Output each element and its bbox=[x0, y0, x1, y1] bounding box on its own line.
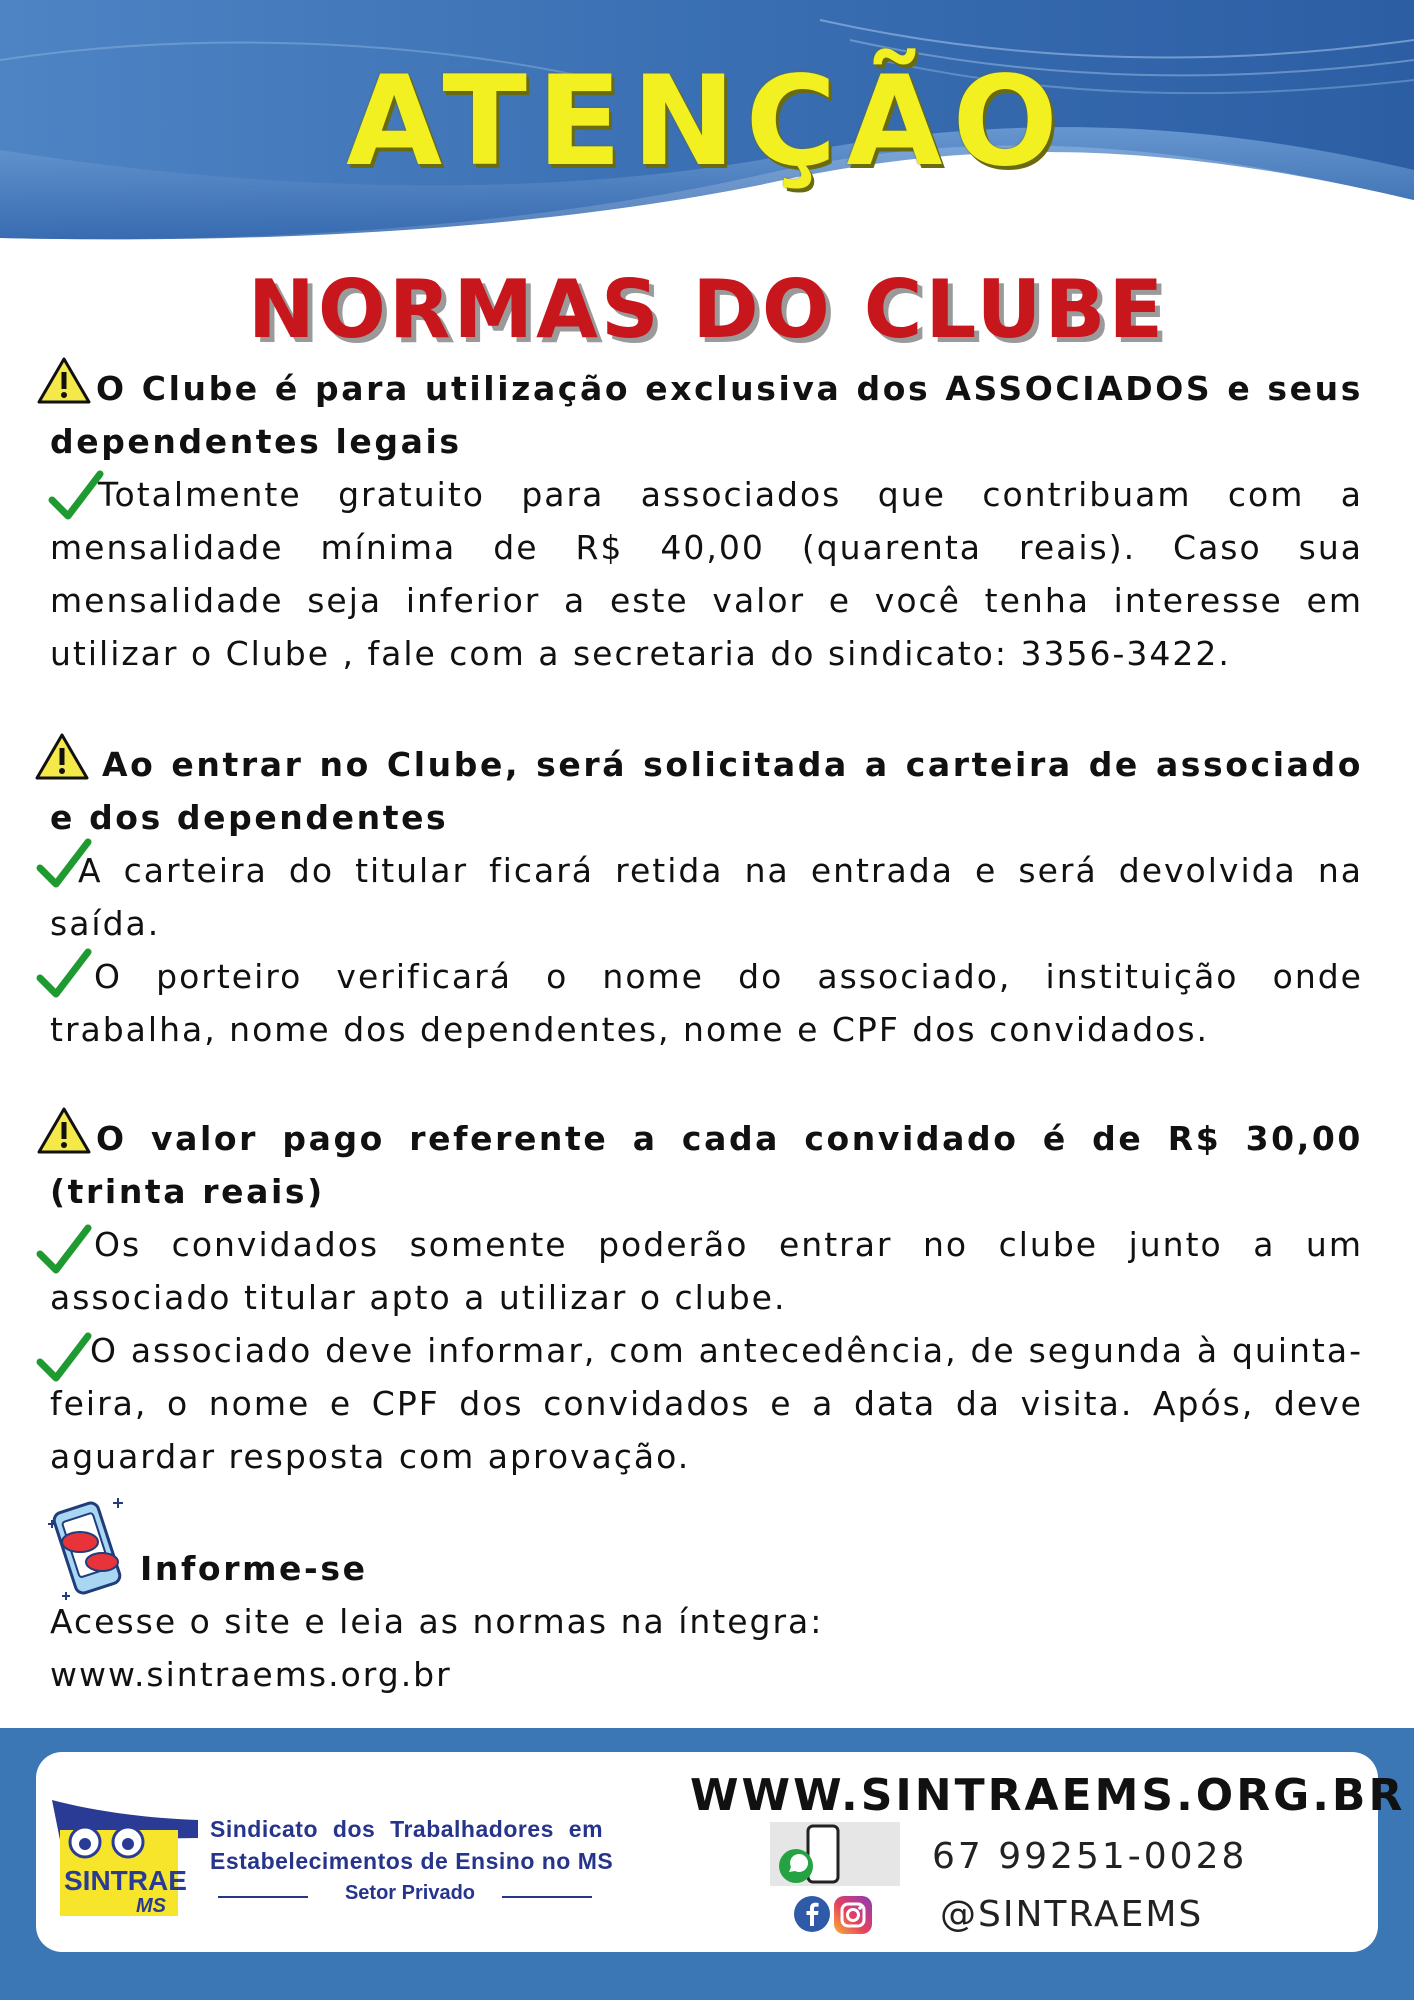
check-mark-icon bbox=[36, 1332, 92, 1384]
section-1 bbox=[50, 362, 1363, 680]
section-3-item-1: Os convidados somente poderão entrar no clube junto a um associado titular apto a utilizar o clube. bbox=[50, 1225, 1363, 1317]
info-section bbox=[50, 1542, 1363, 1701]
check-mark-icon bbox=[36, 948, 92, 1000]
org-name-line-1: Sindicato dos Trabalhadores em bbox=[210, 1816, 604, 1842]
sintrae-logo bbox=[50, 1790, 200, 1920]
section-2-item-1: A carteira do titular ficará retida na entrada e será devolvida na saída. bbox=[50, 851, 1363, 943]
section-2 bbox=[50, 738, 1363, 1056]
whatsapp-icon bbox=[770, 1822, 900, 1886]
section-1-heading: O Clube é para utilização exclusiva dos ASSOCIADOS e seus dependentes legais bbox=[50, 369, 1363, 461]
org-sector: Setor Privado bbox=[344, 1882, 476, 1904]
org-name-line-2: Estabelecimentos de Ensino no MS bbox=[210, 1848, 614, 1874]
instagram-icon[interactable] bbox=[834, 1896, 872, 1934]
footer-social-handle[interactable]: @SINTRAEMS bbox=[940, 1894, 1204, 1935]
info-website-link[interactable]: www.sintraems.org.br bbox=[50, 1655, 452, 1694]
check-mark-icon bbox=[48, 470, 104, 522]
check-mark-icon bbox=[36, 838, 92, 890]
facebook-icon[interactable] bbox=[794, 1896, 830, 1932]
section-3-item-2: O associado deve informar, com antecedência, de segunda à quinta-feira, o nome e CPF dos convidados e a data da visita. Após, deve aguardar resposta com aprovação. bbox=[50, 1331, 1363, 1476]
section-1-item-1: Totalmente gratuito para associados que contribuam com a mensalidade mínima de R$ 40,00 (quarenta reais). Caso sua mensalidade seja inferior a este valor e você tenha interesse em utilizar o Clube , fale com a secretaria do sindicato: 3356-3422. bbox=[50, 475, 1363, 673]
footer-phone[interactable]: 67 99251-0028 bbox=[932, 1836, 1248, 1877]
svg-text:SINTRAE: SINTRAE bbox=[64, 1865, 187, 1896]
check-mark-icon bbox=[36, 1224, 92, 1276]
svg-text:MS: MS bbox=[136, 1895, 166, 1917]
section-2-heading: Ao entrar no Clube, será solicitada a carteira de associado e dos dependentes bbox=[50, 745, 1363, 837]
info-line-1: Acesse o site e leia as normas na íntegra: bbox=[50, 1602, 824, 1641]
footer-website[interactable]: WWW.SINTRAEMS.ORG.BR bbox=[690, 1770, 1406, 1821]
section-3 bbox=[50, 1112, 1363, 1483]
page-title: ATENÇÃO bbox=[346, 50, 1068, 194]
page-subtitle: NORMAS DO CLUBE bbox=[247, 263, 1167, 356]
info-heading: Informe-se bbox=[140, 1549, 368, 1588]
section-3-heading: O valor pago referente a cada convidado é de R$ 30,00 (trinta reais) bbox=[50, 1119, 1363, 1211]
section-2-item-2: O porteiro verificará o nome do associado, instituição onde trabalha, nome dos dependentes, nome e CPF dos convidados. bbox=[50, 957, 1363, 1049]
